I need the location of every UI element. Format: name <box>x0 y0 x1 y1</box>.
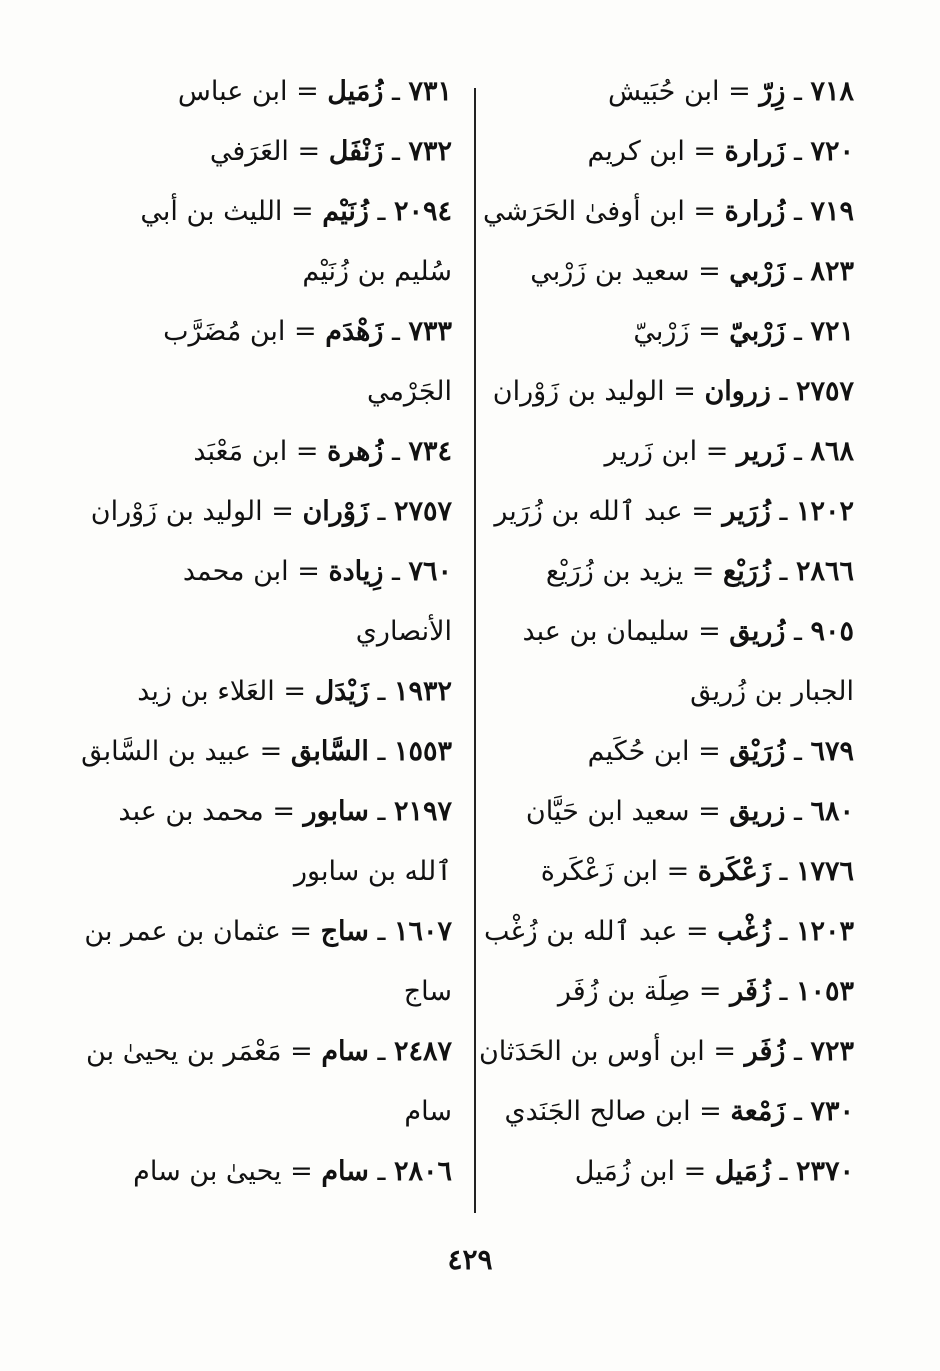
index-entry: ١٩٣٢ ـ زَيْدَل = العَلاء بن زيد <box>137 676 452 707</box>
index-entry: ٧٣٢ ـ زَنْفَل = العَرَفي <box>209 136 452 167</box>
entry-headword: سام <box>321 1036 369 1067</box>
entry-headword: زُرارة <box>724 196 786 227</box>
entry-headword: زَيْدَل <box>314 676 369 707</box>
index-entry: ١٧٧٦ ـ زَعْكَرة = ابن زَعْكَرة <box>540 856 854 887</box>
entry-headword: زُغْب <box>717 916 771 947</box>
entry-headword: زُرَير <box>722 496 771 527</box>
entry-value: الليث بن أبي سُليم بن زُنَيْم <box>140 196 452 287</box>
entry-number: ١٩٣٢ <box>393 676 452 707</box>
index-entry: ٦٧٩ ـ زُرَيْق = ابن حُكَيم <box>587 736 854 767</box>
index-entry: ١٢٠٢ ـ زُرَير = عبد ٱلله بن زُرَير <box>494 496 854 527</box>
entry-value: ابن مَعْبَد <box>193 436 288 467</box>
index-entry: ٨٦٨ ـ زَرير = ابن زَرير <box>604 436 854 467</box>
entry-number: ٧٣٤ <box>408 436 452 467</box>
entry-number: ١٠٥٣ <box>795 976 854 1007</box>
entry-value: الوليد بن زَوْران <box>492 376 665 407</box>
entry-headword: زروان <box>704 376 771 407</box>
index-entry: ٧١٩ ـ زُرارة = ابن أوفىٰ الحَرَشي <box>482 196 854 227</box>
entry-headword: زَوْران <box>302 496 369 527</box>
entry-headword: زَعْكَرة <box>697 856 771 887</box>
entry-value: سليمان بن عبد الجبار بن زُريق <box>522 616 854 707</box>
index-entry: ٧١٨ ـ زِرّ = ابن حُبَيش <box>607 76 854 107</box>
entry-number: ٢٧٥٧ <box>393 496 452 527</box>
index-entry: ٢٨٦٦ ـ زُرَيْع = يزيد بن زُرَيْع <box>545 556 854 587</box>
entry-headword: زِيادة <box>328 556 384 587</box>
entry-headword: زَهْدَم <box>325 316 384 347</box>
entry-number: ٢٣٧٠ <box>795 1156 854 1187</box>
page-number: ٤٢٩ <box>447 1243 493 1276</box>
entry-value: عبد ٱلله بن زُرَير <box>494 496 683 527</box>
index-entry: ٢٣٧٠ ـ زُمَيل = ابن زُمَيل <box>574 1156 854 1187</box>
entry-headword: زَرْبيّ <box>729 316 786 347</box>
entry-value: ابن زُمَيل <box>574 1156 675 1187</box>
entry-value: العَرَفي <box>209 136 289 167</box>
index-entry: ٢٠٩٤ ـ زُنَيْم = الليث بن أبي سُليم بن زُنَيْم <box>140 196 452 287</box>
entry-number: ٦٧٩ <box>810 736 854 767</box>
entry-value: ابن أوفىٰ الحَرَشي <box>482 196 685 227</box>
index-entry: ٧٢٠ ـ زَرارة = ابن كريم <box>587 136 854 167</box>
entry-value: ابن زَعْكَرة <box>540 856 658 887</box>
entry-headword: زَمْعة <box>730 1096 786 1127</box>
entry-number: ٧٣٠ <box>810 1096 854 1127</box>
entry-value: صِلَة بن زُفَر <box>557 976 691 1007</box>
index-entry: ٢٧٥٧ ـ زَوْران = الوليد بن زَوْران <box>90 496 452 527</box>
index-entry: ٧٣٤ ـ زُهرة = ابن مَعْبَد <box>193 436 452 467</box>
entry-value: ابن أوس بن الحَدَثان <box>478 1036 705 1067</box>
entry-value: عثمان بن عمر بن ساج <box>84 916 452 1007</box>
entry-headword: زَنْفَل <box>328 136 384 167</box>
entry-number: ٧٦٠ <box>408 556 452 587</box>
entry-headword: زُفَر <box>730 976 771 1007</box>
entry-number: ١٦٠٧ <box>393 916 452 947</box>
entry-number: ٧٢٣ <box>810 1036 854 1067</box>
index-entry: ٧٢٣ ـ زُفَر = ابن أوس بن الحَدَثان <box>478 1036 854 1067</box>
column-divider <box>474 88 476 1213</box>
entry-headword: زُهرة <box>327 436 384 467</box>
index-entry: ٧٣٠ ـ زَمْعة = ابن صالح الجَنَدي <box>504 1096 854 1127</box>
entry-value: يزيد بن زُرَيْع <box>545 556 684 587</box>
entry-value: ابن محمد الأنصاري <box>182 556 452 647</box>
index-entry: ٢٤٨٧ ـ سام = مَعْمَر بن يحيىٰ بن سام <box>86 1036 452 1127</box>
entry-number: ١٢٠٢ <box>795 496 854 527</box>
entry-headword: سام <box>321 1156 369 1187</box>
entry-headword: سابور <box>303 796 369 827</box>
entry-headword: زُريق <box>729 616 786 647</box>
entry-number: ٦٨٠ <box>810 796 854 827</box>
entry-number: ١٢٠٣ <box>795 916 854 947</box>
entry-number: ٧٢١ <box>810 316 854 347</box>
index-entry: ٢١٩٧ ـ سابور = محمد بن عبد ٱلله بن سابور <box>118 796 452 887</box>
entry-value: ابن كريم <box>587 136 685 167</box>
entry-value: ابن حُكَيم <box>587 736 690 767</box>
index-entry: ٢٧٥٧ ـ زروان = الوليد بن زَوْران <box>492 376 854 407</box>
entry-number: ٧٣١ <box>408 76 452 107</box>
entry-headword: زُمَيل <box>714 1156 771 1187</box>
entry-headword: زِرّ <box>759 76 786 107</box>
entry-number: ٨٦٨ <box>810 436 854 467</box>
entry-value: ابن مُضَرَّب الجَرْمي <box>163 316 452 407</box>
entry-number: ٧٣٣ <box>408 316 452 347</box>
index-entry: ٦٨٠ ـ زريق = سعيد ابن حَيَّان <box>525 796 854 827</box>
right-column <box>472 62 854 1202</box>
entry-value: الوليد بن زَوْران <box>90 496 263 527</box>
entry-value: زَرْبيّ <box>633 316 690 347</box>
entry-number: ٧١٩ <box>810 196 854 227</box>
index-entry: ١٠٥٣ ـ زُفَر = صِلَة بن زُفَر <box>557 976 854 1007</box>
entry-headword: زَرير <box>736 436 786 467</box>
entry-number: ٧٣٢ <box>408 136 452 167</box>
entry-value: محمد بن عبد ٱلله بن سابور <box>118 796 452 887</box>
entry-headword: زَرْبي <box>729 256 786 287</box>
index-entry: ٩٠٥ ـ زُريق = سليمان بن عبد الجبار بن زُريق <box>522 616 854 707</box>
entry-value: العَلاء بن زيد <box>137 676 275 707</box>
entry-headword: زُرَيْق <box>729 736 786 767</box>
entry-number: ٢١٩٧ <box>393 796 452 827</box>
entry-headword: زُفَر <box>744 1036 786 1067</box>
entry-headword: زريق <box>729 796 786 827</box>
entry-number: ٢٠٩٤ <box>393 196 452 227</box>
entry-headword: زُمَيل <box>327 76 384 107</box>
entry-number: ٨٢٣ <box>810 256 854 287</box>
entry-number: ٢٨٠٦ <box>393 1156 452 1187</box>
entry-number: ١٧٧٦ <box>795 856 854 887</box>
entry-value: عبد ٱلله بن زُغْب <box>484 916 678 947</box>
index-entry: ٧٦٠ ـ زِيادة = ابن محمد الأنصاري <box>182 556 452 647</box>
left-column <box>80 62 452 1202</box>
entry-number: ٧١٨ <box>810 76 854 107</box>
entry-number: ١٥٥٣ <box>393 736 452 767</box>
entry-headword: زُنَيْم <box>322 196 369 227</box>
index-entry: ٧٣١ ـ زُمَيل = ابن عباس <box>177 76 452 107</box>
entry-headword: السَّابق <box>290 736 369 767</box>
entry-value: يحيىٰ بن سام <box>133 1156 282 1187</box>
index-entry: ٨٢٣ ـ زَرْبي = سعيد بن زَرْبي <box>530 256 854 287</box>
entry-headword: زَرارة <box>724 136 786 167</box>
entry-number: ٧٢٠ <box>810 136 854 167</box>
entry-value: ابن حُبَيش <box>607 76 720 107</box>
index-entry: ٧٣٣ ـ زَهْدَم = ابن مُضَرَّب الجَرْمي <box>163 316 452 407</box>
entry-number: ٩٠٥ <box>810 616 854 647</box>
entry-number: ٢٨٦٦ <box>795 556 854 587</box>
entry-value: ابن عباس <box>177 76 288 107</box>
entry-value: سعيد ابن حَيَّان <box>525 796 690 827</box>
entry-number: ٢٧٥٧ <box>795 376 854 407</box>
index-entry: ١٦٠٧ ـ ساج = عثمان بن عمر بن ساج <box>84 916 452 1007</box>
entry-value: عبيد بن السَّابق <box>81 736 252 767</box>
entry-value: سعيد بن زَرْبي <box>530 256 690 287</box>
index-entry: ٢٨٠٦ ـ سام = يحيىٰ بن سام <box>133 1156 452 1187</box>
entry-number: ٢٤٨٧ <box>393 1036 452 1067</box>
entry-value: ابن صالح الجَنَدي <box>504 1096 691 1127</box>
entry-value: مَعْمَر بن يحيىٰ بن سام <box>86 1036 452 1127</box>
index-entry: ١٥٥٣ ـ السَّابق = عبيد بن السَّابق <box>81 736 452 767</box>
index-entry: ٧٢١ ـ زَرْبيّ = زَرْبيّ <box>633 316 854 347</box>
index-entry: ١٢٠٣ ـ زُغْب = عبد ٱلله بن زُغْب <box>484 916 854 947</box>
entry-headword: زُرَيْع <box>722 556 771 587</box>
entry-value: ابن زَرير <box>604 436 698 467</box>
entry-headword: ساج <box>320 916 369 947</box>
